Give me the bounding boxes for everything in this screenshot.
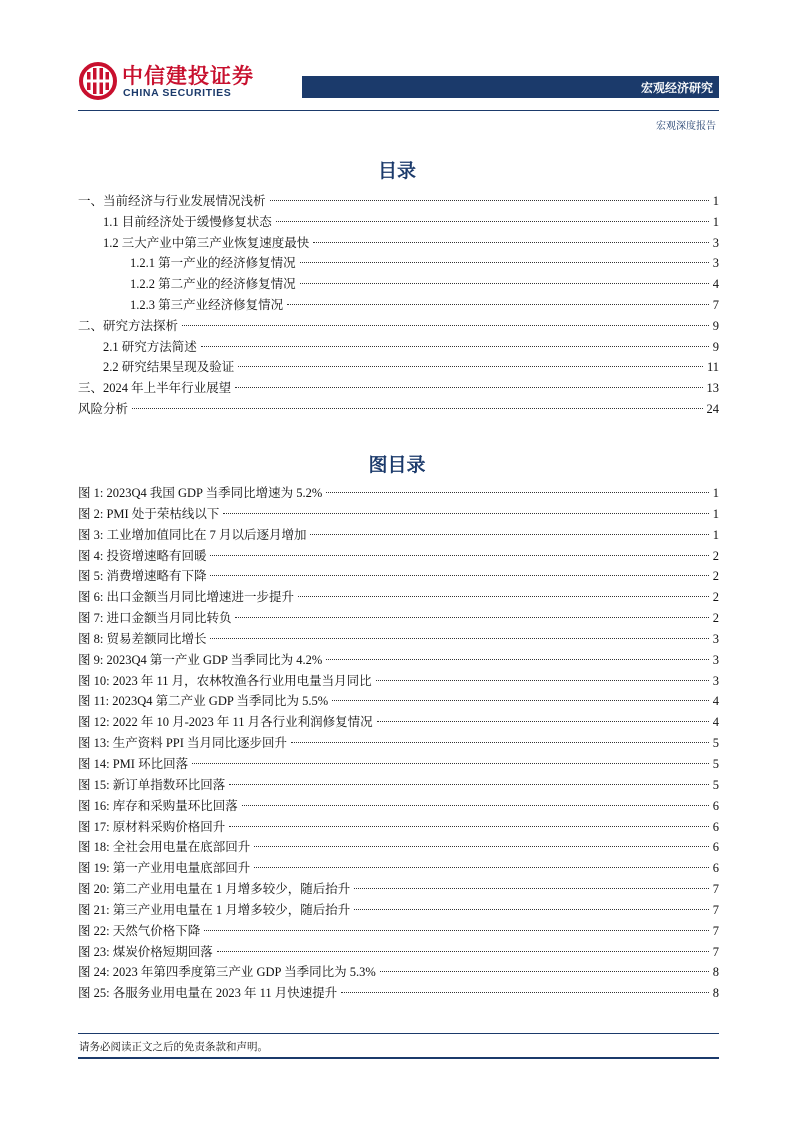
figure-entry[interactable] — [78, 566, 719, 587]
toc-entry[interactable] — [78, 233, 719, 254]
entry-page-number: 4 — [712, 277, 719, 292]
entry-page-number: 2 — [712, 548, 719, 563]
page-header — [78, 60, 719, 110]
entry-title: 图 21: 第三产业用电量在 1 月增多较少，随后抬升 — [78, 900, 352, 921]
entry-page-number: 24 — [706, 401, 719, 416]
entry-title: 1.2 三大产业中第三产业恢复速度最快 — [103, 233, 311, 254]
toc-entry[interactable] — [78, 399, 719, 420]
dot-leader — [229, 784, 709, 785]
entry-page-number: 5 — [712, 736, 719, 751]
dot-leader — [341, 992, 708, 993]
entry-title: 图 15: 新订单指数环比回落 — [78, 775, 227, 796]
entry-page-number: 3 — [712, 631, 719, 646]
entry-page-number: 2 — [712, 569, 719, 584]
figure-entry[interactable] — [78, 837, 719, 858]
toc-entry[interactable] — [78, 378, 719, 399]
figure-entry[interactable] — [78, 546, 719, 567]
figure-entry[interactable] — [78, 858, 719, 879]
dot-leader — [354, 888, 709, 889]
entry-page-number: 6 — [712, 819, 719, 834]
toc-entry[interactable] — [78, 253, 719, 274]
figure-entry[interactable] — [78, 879, 719, 900]
figure-entry[interactable] — [78, 629, 719, 650]
dot-leader — [287, 304, 709, 305]
toc-entry[interactable] — [78, 316, 719, 337]
dot-leader — [192, 763, 709, 764]
dot-leader — [276, 221, 709, 222]
entry-page-number: 4 — [712, 694, 719, 709]
dot-leader — [326, 492, 708, 493]
dot-leader — [182, 325, 709, 326]
entry-page-number: 4 — [712, 715, 719, 730]
entry-title: 图 19: 第一产业用电量底部回升 — [78, 858, 252, 879]
entry-page-number: 5 — [712, 756, 719, 771]
figure-entry[interactable] — [78, 671, 719, 692]
entry-title: 1.1 目前经济处于缓慢修复状态 — [103, 212, 274, 233]
dot-leader — [210, 638, 708, 639]
entry-page-number: 7 — [712, 923, 719, 938]
logo-chinese-name: 中信建投证券 — [122, 64, 254, 88]
dot-leader — [313, 242, 708, 243]
dot-leader — [377, 721, 709, 722]
entry-title: 图 14: PMI 环比回落 — [78, 754, 190, 775]
entry-page-number: 3 — [712, 235, 719, 250]
figure-entry[interactable] — [78, 754, 719, 775]
entry-title: 图 11: 2023Q4 第二产业 GDP 当季同比为 5.5% — [78, 691, 330, 712]
entry-page-number: 9 — [712, 318, 719, 333]
dot-leader — [235, 617, 708, 618]
entry-page-number: 3 — [712, 673, 719, 688]
entry-title: 风险分析 — [78, 399, 130, 420]
entry-page-number: 1 — [712, 486, 719, 500]
entry-page-number: 6 — [712, 798, 719, 813]
entry-page-number: 1 — [712, 527, 719, 542]
toc-entry[interactable] — [78, 337, 719, 358]
entry-page-number: 1 — [712, 194, 719, 208]
entry-page-number: 7 — [712, 944, 719, 959]
company-logo — [78, 60, 253, 102]
dot-leader — [217, 951, 709, 952]
dot-leader — [254, 846, 709, 847]
list-of-figures — [78, 483, 719, 1004]
entry-page-number: 13 — [706, 381, 719, 396]
figures-title: 图目录 — [368, 454, 426, 476]
entry-title: 图 23: 煤炭价格短期回落 — [78, 942, 215, 963]
toc-entry[interactable] — [78, 274, 719, 295]
figure-entry[interactable] — [78, 691, 719, 712]
dot-leader — [326, 659, 708, 660]
entry-title: 图 8: 贸易差额同比增长 — [78, 629, 208, 650]
entry-title: 2.1 研究方法简述 — [103, 337, 199, 358]
entry-page-number: 7 — [712, 882, 719, 897]
entry-title: 1.2.2 第二产业的经济修复情况 — [130, 274, 298, 295]
entry-title: 图 10: 2023 年 11 月，农林牧渔各行业用电量当月同比 — [78, 671, 374, 692]
entry-title: 图 6: 出口金额当月同比增速进一步提升 — [78, 587, 296, 608]
toc-entry[interactable] — [78, 191, 719, 212]
dot-leader — [229, 826, 709, 827]
figure-entry[interactable] — [78, 608, 719, 629]
entry-title: 图 20: 第二产业用电量在 1 月增多较少，随后抬升 — [78, 879, 352, 900]
figure-entry[interactable] — [78, 525, 719, 546]
dot-leader — [291, 742, 709, 743]
entry-page-number: 6 — [712, 861, 719, 876]
footer-rule-bottom — [78, 1057, 719, 1059]
dot-leader — [223, 513, 708, 514]
footer-rule — [78, 1033, 719, 1034]
figure-entry[interactable] — [78, 817, 719, 838]
entry-page-number: 6 — [712, 840, 719, 855]
entry-title: 图 7: 进口金额当月同比转负 — [78, 608, 233, 629]
toc-entry[interactable] — [78, 212, 719, 233]
entry-title: 图 17: 原材料采购价格回升 — [78, 817, 227, 838]
entry-page-number: 3 — [712, 256, 719, 271]
dot-leader — [376, 680, 709, 681]
entry-title: 一、当前经济与行业发展情况浅析 — [78, 191, 268, 212]
entry-title: 1.2.3 第三产业经济修复情况 — [130, 295, 285, 316]
entry-title: 图 16: 库存和采购量环比回落 — [78, 796, 240, 817]
dot-leader — [204, 930, 709, 931]
entry-page-number: 3 — [712, 652, 719, 667]
dot-leader — [354, 909, 709, 910]
entry-page-number: 2 — [712, 611, 719, 626]
entry-page-number: 8 — [712, 986, 719, 1001]
entry-title: 三、2024 年上半年行业展望 — [78, 378, 233, 399]
dot-leader — [254, 867, 709, 868]
entry-page-number: 8 — [712, 965, 719, 980]
toc-entry[interactable] — [78, 357, 719, 378]
figure-entry[interactable] — [78, 942, 719, 963]
entry-page-number: 7 — [712, 297, 719, 312]
header-rule — [78, 110, 719, 111]
entry-title: 图 3: 工业增加值同比在 7 月以后逐月增加 — [78, 525, 308, 546]
figure-entry[interactable] — [78, 483, 719, 504]
dot-leader — [235, 387, 702, 388]
figure-entry[interactable] — [78, 983, 719, 1004]
entry-page-number: 7 — [712, 902, 719, 917]
entry-title: 二、研究方法探析 — [78, 316, 180, 337]
entry-title: 图 9: 2023Q4 第一产业 GDP 当季同比为 4.2% — [78, 650, 324, 671]
figure-entry[interactable] — [78, 796, 719, 817]
dot-leader — [300, 262, 709, 263]
figure-entry[interactable] — [78, 650, 719, 671]
entry-title: 图 25: 各服务业用电量在 2023 年 11 月快速提升 — [78, 983, 339, 1004]
dot-leader — [201, 346, 709, 347]
dot-leader — [310, 534, 708, 535]
entry-page-number: 1 — [712, 506, 719, 521]
entry-title: 图 12: 2022 年 10 月-2023 年 11 月各行业利润修复情况 — [78, 712, 375, 733]
section-banner — [302, 76, 719, 98]
figure-entry[interactable] — [78, 504, 719, 525]
figure-entry[interactable] — [78, 900, 719, 921]
dot-leader — [132, 408, 702, 409]
entry-page-number: 9 — [712, 339, 719, 354]
dot-leader — [242, 805, 709, 806]
figure-entry[interactable] — [78, 921, 719, 942]
entry-title: 图 24: 2023 年第四季度第三产业 GDP 当季同比为 5.3% — [78, 962, 378, 983]
dot-leader — [298, 596, 709, 597]
entry-title: 图 4: 投资增速略有回暖 — [78, 546, 208, 567]
figure-entry[interactable] — [78, 712, 719, 733]
report-type-label: 宏观深度报告 — [656, 121, 716, 132]
toc-title: 目录 — [377, 160, 416, 182]
dot-leader — [300, 283, 709, 284]
entry-title: 图 1: 2023Q4 我国 GDP 当季同比增速为 5.2% — [78, 483, 324, 504]
entry-page-number: 5 — [712, 777, 719, 792]
entry-page-number: 11 — [706, 360, 719, 375]
figure-entry[interactable] — [78, 775, 719, 796]
dot-leader — [380, 971, 709, 972]
entry-title: 图 2: PMI 处于荣枯线以下 — [78, 504, 221, 525]
entry-page-number: 2 — [712, 590, 719, 605]
dot-leader — [210, 555, 708, 556]
figure-entry[interactable] — [78, 587, 719, 608]
dot-leader — [238, 366, 703, 367]
entry-title: 图 5: 消费增速略有下降 — [78, 566, 208, 587]
figure-entry[interactable] — [78, 962, 719, 983]
entry-page-number: 1 — [712, 214, 719, 229]
entry-title: 图 22: 天然气价格下降 — [78, 921, 202, 942]
dot-leader — [332, 700, 709, 701]
dot-leader — [210, 575, 708, 576]
china-securities-logo-icon — [78, 62, 118, 100]
entry-title: 图 13: 生产资料 PPI 当月同比逐步回升 — [78, 733, 289, 754]
figure-entry[interactable] — [78, 733, 719, 754]
toc-entry[interactable] — [78, 295, 719, 316]
banner-title: 宏观经济研究 — [640, 81, 713, 95]
dot-leader — [270, 200, 709, 201]
logo-english-name: CHINA SECURITIES — [123, 87, 232, 99]
table-of-contents — [78, 191, 719, 420]
entry-title: 2.2 研究结果呈现及验证 — [103, 357, 236, 378]
disclaimer-text: 请务必阅读正文之后的免责条款和声明。 — [79, 1041, 268, 1053]
entry-title: 图 18: 全社会用电量在底部回升 — [78, 837, 252, 858]
entry-title: 1.2.1 第一产业的经济修复情况 — [130, 253, 298, 274]
